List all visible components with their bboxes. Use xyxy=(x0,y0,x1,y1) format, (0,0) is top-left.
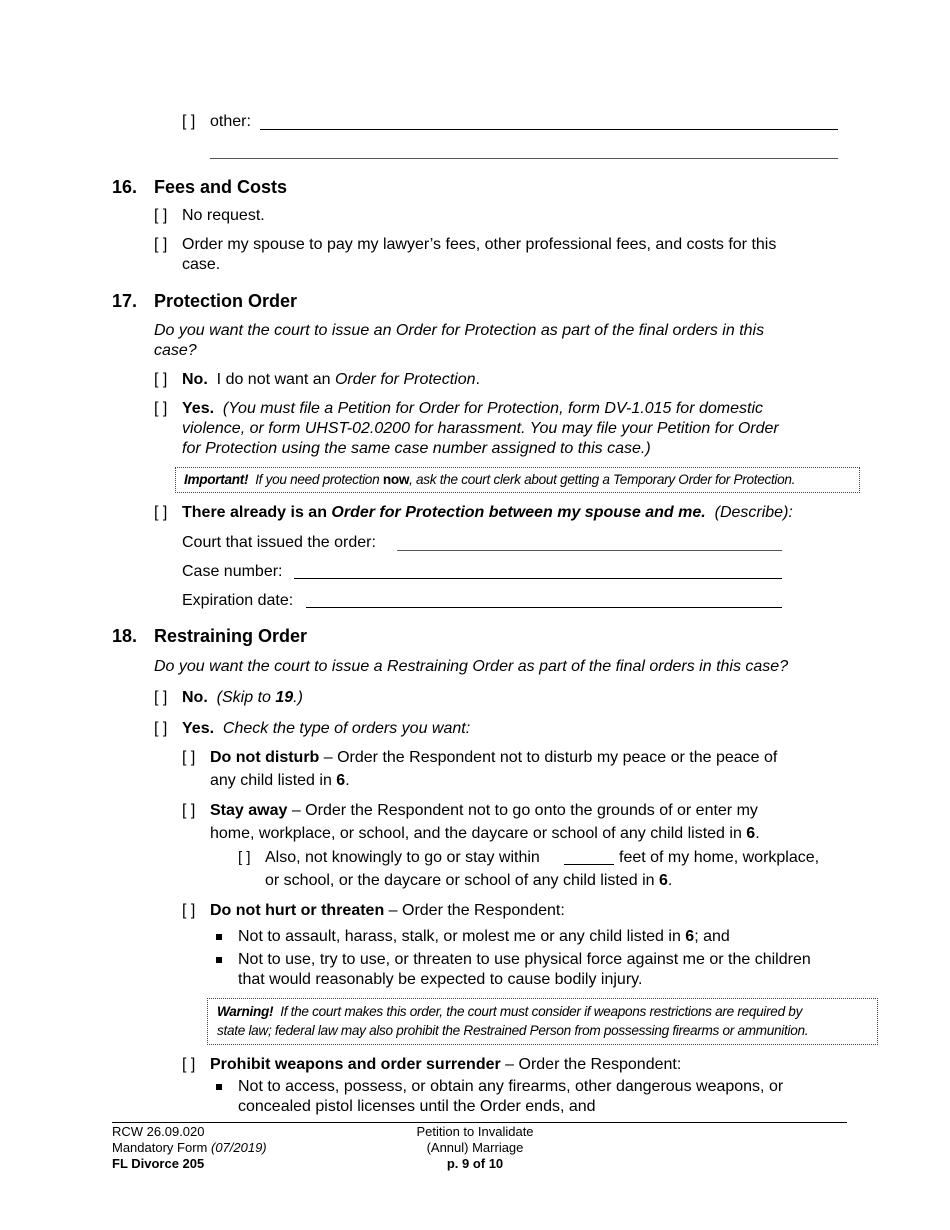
restraining-yes-label: Yes. Check the type of orders you want: xyxy=(182,720,471,737)
bullet-icon xyxy=(216,1084,222,1090)
other-checkbox[interactable]: [ ] xyxy=(182,113,196,130)
footer-rcw: RCW 26.09.020 xyxy=(112,1124,205,1139)
protection-yes-checkbox[interactable]: [ ] xyxy=(154,400,168,417)
protection-question-line2: case? xyxy=(154,342,197,359)
fees-order-label-line2: case. xyxy=(182,256,221,273)
protection-no-label: No. I do not want an Order for Protection. xyxy=(182,371,480,388)
section-18-number: 18. xyxy=(112,626,138,646)
footer-title-line1: Petition to Invalidate xyxy=(416,1124,534,1139)
weapons-bullet-1-line2: concealed pistol licenses until the Order ends, and xyxy=(238,1098,596,1115)
section-17-number: 17. xyxy=(112,291,138,311)
footer-title-line2: (Annul) Marriage xyxy=(426,1140,524,1155)
fees-no-request-label: No request. xyxy=(182,207,265,224)
do-not-disturb-label-line2: any child listed in 6. xyxy=(210,772,350,789)
other-input-line-1[interactable] xyxy=(260,129,838,130)
stay-away-label-line1: Stay away – Order the Respondent not to go onto the grounds of or enter my xyxy=(210,802,758,819)
restraining-no-label: No. (Skip to 19.) xyxy=(182,689,303,706)
expiration-date-label: Expiration date: xyxy=(182,592,294,609)
prohibit-weapons-label: Prohibit weapons and order surrender – Order the Respondent: xyxy=(210,1056,682,1073)
weapons-bullet-1-line1: Not to access, possess, or obtain any firearms, other dangerous weapons, or xyxy=(238,1078,784,1095)
protection-no-checkbox[interactable]: [ ] xyxy=(154,371,168,388)
other-input-line-2[interactable] xyxy=(210,158,838,159)
fees-order-checkbox[interactable]: [ ] xyxy=(154,236,168,253)
hurt-bullet-1: Not to assault, harass, stalk, or molest me or any child listed in 6; and xyxy=(238,928,730,945)
do-not-disturb-label-line1: Do not disturb – Order the Respondent not to disturb my peace or the peace of xyxy=(210,749,778,766)
bullet-icon xyxy=(216,934,222,940)
footer-form-id: FL Divorce 205 xyxy=(112,1156,205,1171)
protection-yes-label-line2: violence, or form UHST-02.0200 for harassment. You may file your Petition for Order xyxy=(182,420,779,437)
section-17-title: Protection Order xyxy=(154,291,298,311)
also-distance-label-post: feet of my home, workplace, xyxy=(619,849,820,866)
section-16-title: Fees and Costs xyxy=(154,177,288,197)
other-label: other: xyxy=(210,113,251,130)
hurt-bullet-2-line2: that would reasonably be expected to cause bodily injury. xyxy=(238,971,643,988)
also-distance-checkbox[interactable]: [ ] xyxy=(238,849,251,866)
case-number-input[interactable] xyxy=(294,578,782,579)
stay-away-checkbox[interactable]: [ ] xyxy=(182,802,196,819)
also-distance-label-pre: Also, not knowingly to go or stay within xyxy=(265,849,540,866)
restraining-no-checkbox[interactable]: [ ] xyxy=(154,689,168,706)
also-distance-label-line2: or school, or the daycare or school of any child listed in 6. xyxy=(265,872,673,889)
footer-mandatory-form: Mandatory Form (07/2019) xyxy=(112,1140,267,1155)
prohibit-weapons-checkbox[interactable]: [ ] xyxy=(182,1056,196,1073)
protection-question-line1: Do you want the court to issue an Order for Protection as part of the final orders in this xyxy=(154,322,765,339)
section-16-number: 16. xyxy=(112,177,138,197)
important-notice: Important! If you need protection now, ask the court clerk about getting a Temporary Order for Protection. xyxy=(175,467,860,493)
existing-order-label: There already is an Order for Protection between my spouse and me. (Describe): xyxy=(182,504,793,521)
protection-yes-label-line3: for Protection using the same case number assigned to this case.) xyxy=(182,440,651,457)
restraining-question: Do you want the court to issue a Restraining Order as part of the final orders in this case? xyxy=(154,658,789,675)
footer-page-number: p. 9 of 10 xyxy=(446,1156,504,1171)
court-issued-input[interactable] xyxy=(397,550,782,551)
restraining-yes-checkbox[interactable]: [ ] xyxy=(154,720,168,737)
warning-notice: Warning! If the court makes this order, the court must consider if weapons restrictions are required by state law; federal law may also prohibit the Restrained Person from possessing firearms or ammunition. xyxy=(207,998,878,1045)
do-not-hurt-label: Do not hurt or threaten – Order the Respondent: xyxy=(210,902,565,919)
do-not-disturb-checkbox[interactable]: [ ] xyxy=(182,749,196,766)
fees-no-request-checkbox[interactable]: [ ] xyxy=(154,207,168,224)
bullet-icon xyxy=(216,957,222,963)
distance-feet-input[interactable] xyxy=(564,864,614,865)
hurt-bullet-2-line1: Not to use, try to use, or threaten to use physical force against me or the children xyxy=(238,951,811,968)
existing-order-checkbox[interactable]: [ ] xyxy=(154,504,168,521)
expiration-date-input[interactable] xyxy=(306,607,782,608)
case-number-label: Case number: xyxy=(182,563,283,580)
do-not-hurt-checkbox[interactable]: [ ] xyxy=(182,902,196,919)
stay-away-label-line2: home, workplace, or school, and the daycare or school of any child listed in 6. xyxy=(210,825,760,842)
court-issued-label: Court that issued the order: xyxy=(182,534,376,551)
footer-divider xyxy=(112,1122,847,1123)
section-18-title: Restraining Order xyxy=(154,626,308,646)
fees-order-label-line1: Order my spouse to pay my lawyer’s fees, other professional fees, and costs for this xyxy=(182,236,777,253)
protection-yes-label-line1: Yes. (You must file a Petition for Order for Protection, form DV-1.015 for domestic xyxy=(182,400,763,417)
